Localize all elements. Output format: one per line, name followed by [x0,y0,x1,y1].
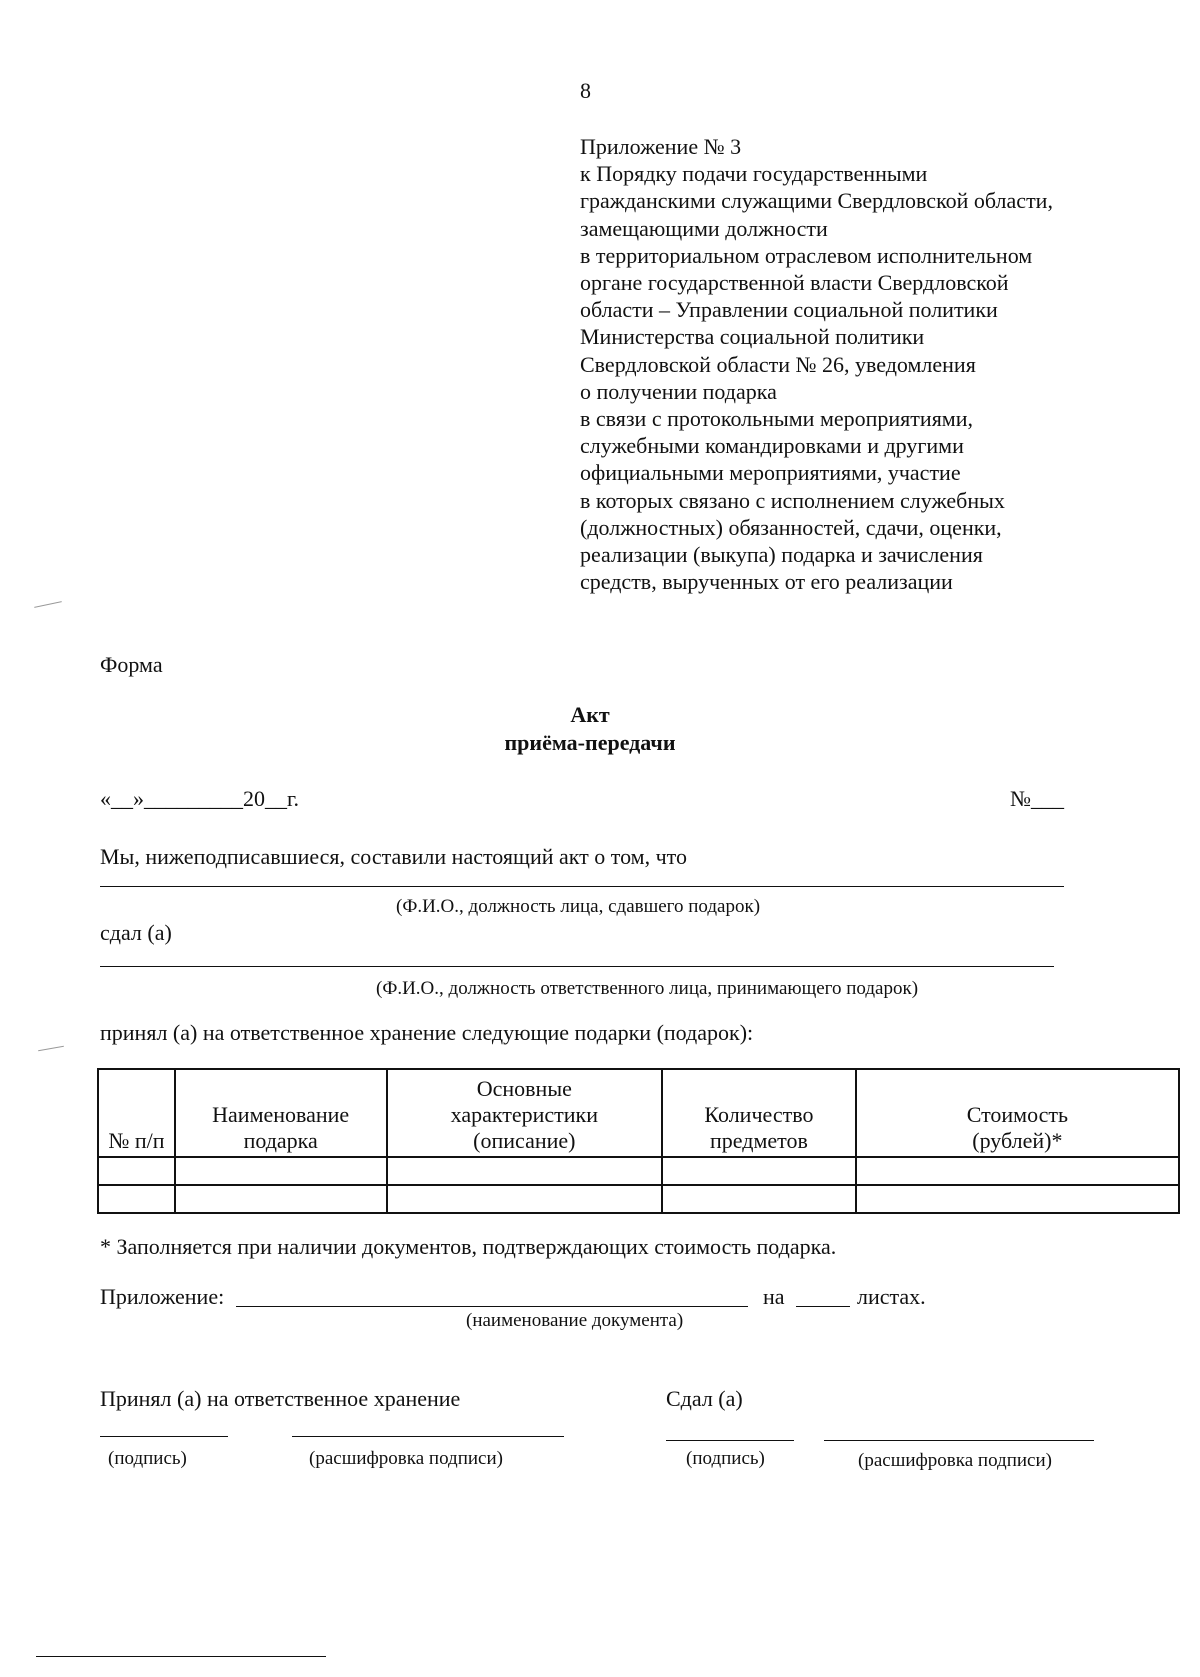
accepted-text: принял (а) на ответственное хранение следующие подарки (подарок): [100,1020,754,1045]
scan-artifact [38,1046,64,1051]
giver-caption: (Ф.И.О., должность лица, сдавшего подарок) [396,896,761,917]
scan-artifact [34,601,62,608]
receiver-sign-caption: (подпись) [108,1448,187,1469]
annex-line: реализации (выкупа) подарка и зачисления [580,542,983,568]
table-cell [856,1185,1179,1213]
footnote: * Заполняется при наличии документов, подтверждающих стоимость подарка. [100,1234,837,1259]
table-cell [662,1185,856,1213]
col-quantity-header: Количество предметов [662,1069,856,1157]
giver-blank-line [100,886,1064,887]
table-cell [662,1157,856,1185]
receiver-caption: (Ф.И.О., должность ответственного лица, принимающего подарок) [376,978,919,999]
annex-block [580,133,1180,595]
annex-line: замещающими должности [580,215,828,241]
page-number: 8 [580,78,591,103]
appendix-sheets-line [796,1306,850,1307]
giver-signature-title: Сдал (а) [666,1386,743,1411]
annex-line: Министерства социальной политики [580,324,925,350]
col-cost-header: Стоимость (рублей)* [856,1069,1179,1157]
annex-line: о получении подарка [580,378,777,404]
annex-line: в связи с протокольными мероприятиями, [580,406,974,432]
table-cell [98,1185,175,1213]
annex-line: Свердловской области № 26, уведомления [580,351,976,377]
table-cell [387,1185,663,1213]
document-subtitle: приёма-передачи [504,730,676,755]
appendix-label: Приложение: [100,1284,225,1309]
table-cell [856,1157,1179,1185]
number-field: №___ [1010,786,1064,811]
giver-decode-caption: (расшифровка подписи) [858,1450,1052,1471]
gave-label: сдал (а) [100,920,172,945]
col-description-header: Основные характеристики (описание) [387,1069,663,1157]
table-header-row [98,1069,1179,1157]
giver-decode-line [824,1440,1094,1441]
annex-line: в которых связано с исполнением служебных [580,487,1005,513]
appendix-caption: (наименование документа) [466,1310,684,1331]
receiver-signature-line [100,1436,228,1437]
annex-line: средств, вырученных от его реализации [580,569,953,595]
table-row [98,1185,1179,1213]
receiver-decode-line [292,1436,564,1437]
table-cell [175,1185,387,1213]
col-number-header: № п/п [98,1069,175,1157]
giver-sign-caption: (подпись) [686,1448,765,1469]
giver-signature-line [666,1440,794,1441]
annex-line: области – Управлении социальной политики [580,297,998,323]
annex-line: (должностных) обязанностей, сдачи, оценки, [580,514,1002,540]
intro-text: Мы, нижеподписавшиеся, составили настоящий акт о том, что [100,844,687,869]
receiver-signature-title: Принял (а) на ответственное хранение [100,1386,461,1411]
appendix-sheets-label: листах. [857,1284,926,1309]
form-label: Форма [100,652,163,677]
annex-line: к Порядку подачи государственными [580,161,928,187]
table-cell [175,1157,387,1185]
annex-line: Приложение № 3 [580,134,742,159]
gifts-table [97,1068,1180,1214]
col-name-header: Наименование подарка [175,1069,387,1157]
document-title: Акт [570,702,610,727]
appendix-document-line [236,1306,748,1307]
annex-line: служебными командировками и другими [580,433,964,459]
receiver-blank-line [100,966,1054,967]
annex-line: официальными мероприятиями, участие [580,460,961,486]
annex-line: органе государственной власти Свердловской [580,270,1009,296]
annex-line: гражданскими служащими Свердловской области, [580,188,1053,214]
appendix-on-label: на [763,1284,785,1309]
table-cell [387,1157,663,1185]
table-row [98,1157,1179,1185]
table-cell [98,1157,175,1185]
date-field: «__»_________20__г. [100,786,300,811]
receiver-decode-caption: (расшифровка подписи) [309,1448,503,1469]
footnote-separator [36,1656,326,1657]
annex-line: в территориальном отраслевом исполнительном [580,242,1033,268]
